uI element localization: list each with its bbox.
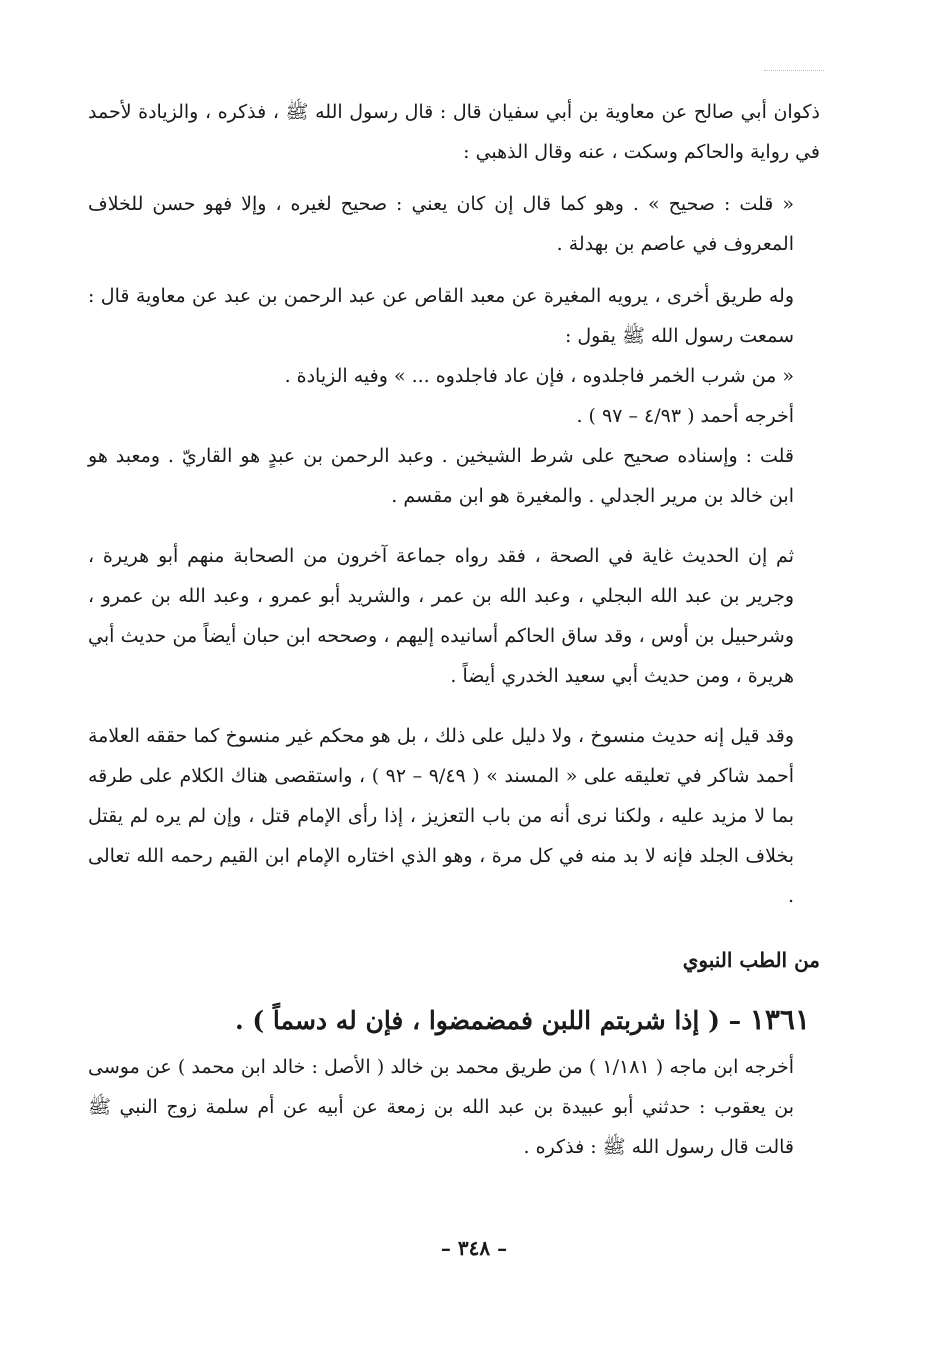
paragraph-9: أخرجه ابن ماجه ( ١/١٨١ ) من طريق محمد بن خالد ( الأصل : خالد ابن محمد ) عن موسى بن يعقوب : حدثني أبو عبيدة بن عبد الله بن زمعة عن أبيه عن أم سلمة زوج النبي ﷺ قالت قال رسول الله ﷺ : فذكره . (88, 1056, 794, 1158)
paragraph-7: ثم إن الحديث غاية في الصحة ، فقد رواه جماعة آخرون من الصحابة منهم أبو هريرة ، وجرير بن عبد الله البجلي ، وعبد الله بن عمر ، والشريد أبو عمرو ، وعبد الله بن عمرو ، وشرحبيل بن أوس ، وقد ساق الحاكم أسانيده إليهم ، وصححه ابن حبان أيضاً من حديث أبي هريرة ، ومن حديث أبي سعيد الخدري أيضاً . (88, 545, 794, 687)
quote-line: « من شرب الخمر فاجلدوه ، فإن عاد فاجلدوه ... » وفيه الزيادة . (284, 365, 794, 387)
hadith-heading (88, 994, 820, 1047)
paragraph-2: « قلت : صحيح » . وهو كما قال إن كان يعني : صحيح لغيره ، وإلا فهو حسن للخلاف المعروف في عاصم بن بهدلة . (88, 193, 794, 255)
page-body (88, 92, 820, 1167)
hadith-number: ١٣٦١ (749, 1003, 810, 1036)
hadith-separator: – (728, 1006, 742, 1035)
paragraph-3: وله طريق أخرى ، يرويه المغيرة عن معبد القاص عن عبد الرحمن بن عبد عن معاوية قال : سمعت رسول الله ﷺ يقول : (88, 285, 794, 347)
paragraph-6: قلت : وإسناده صحيح على شرط الشيخين . وعبد الرحمن بن عبدٍ هو القاريّ . ومعبد هو ابن خالد بن مرير الجدلي . والمغيرة هو ابن مقسم . (88, 445, 794, 507)
section-title: من الطب النبوي (682, 948, 820, 972)
page-number: – ٣٤٨ – (440, 1236, 508, 1260)
paragraph-1: ذكوان أبي صالح عن معاوية بن أبي سفيان قال : قال رسول الله ﷺ ، فذكره ، والزيادة لأحمد في رواية والحاكم وسكت ، عنه وقال الذهبي : (88, 101, 820, 163)
hadith-text: ( إذا شربتم اللبن فمضمضوا ، فإن له دسماً ) . (234, 1006, 720, 1035)
scan-mark (764, 70, 824, 71)
paragraph-8: وقد قيل إنه حديث منسوخ ، ولا دليل على ذلك ، بل هو محكم غير منسوخ كما حققه العلامة أحمد شاكر في تعليقه على « المسند » ( ٩/٤٩ – ٩٢ ) ، واستقصى هناك الكلام على طرقه بما لا مزيد عليه ، ولكنا نرى أنه من باب التعزيز ، إذا رأى الإمام قتل ، وإن لم يره لم يقتل بخلاف الجلد فإنه لا بد منه في كل مرة ، وهو الذي اختاره الإمام ابن القيم رحمه الله تعالى . (88, 725, 794, 907)
citation-ahmad: أخرجه أحمد ( ٤/٩٣ – ٩٧ ) . (576, 405, 794, 427)
